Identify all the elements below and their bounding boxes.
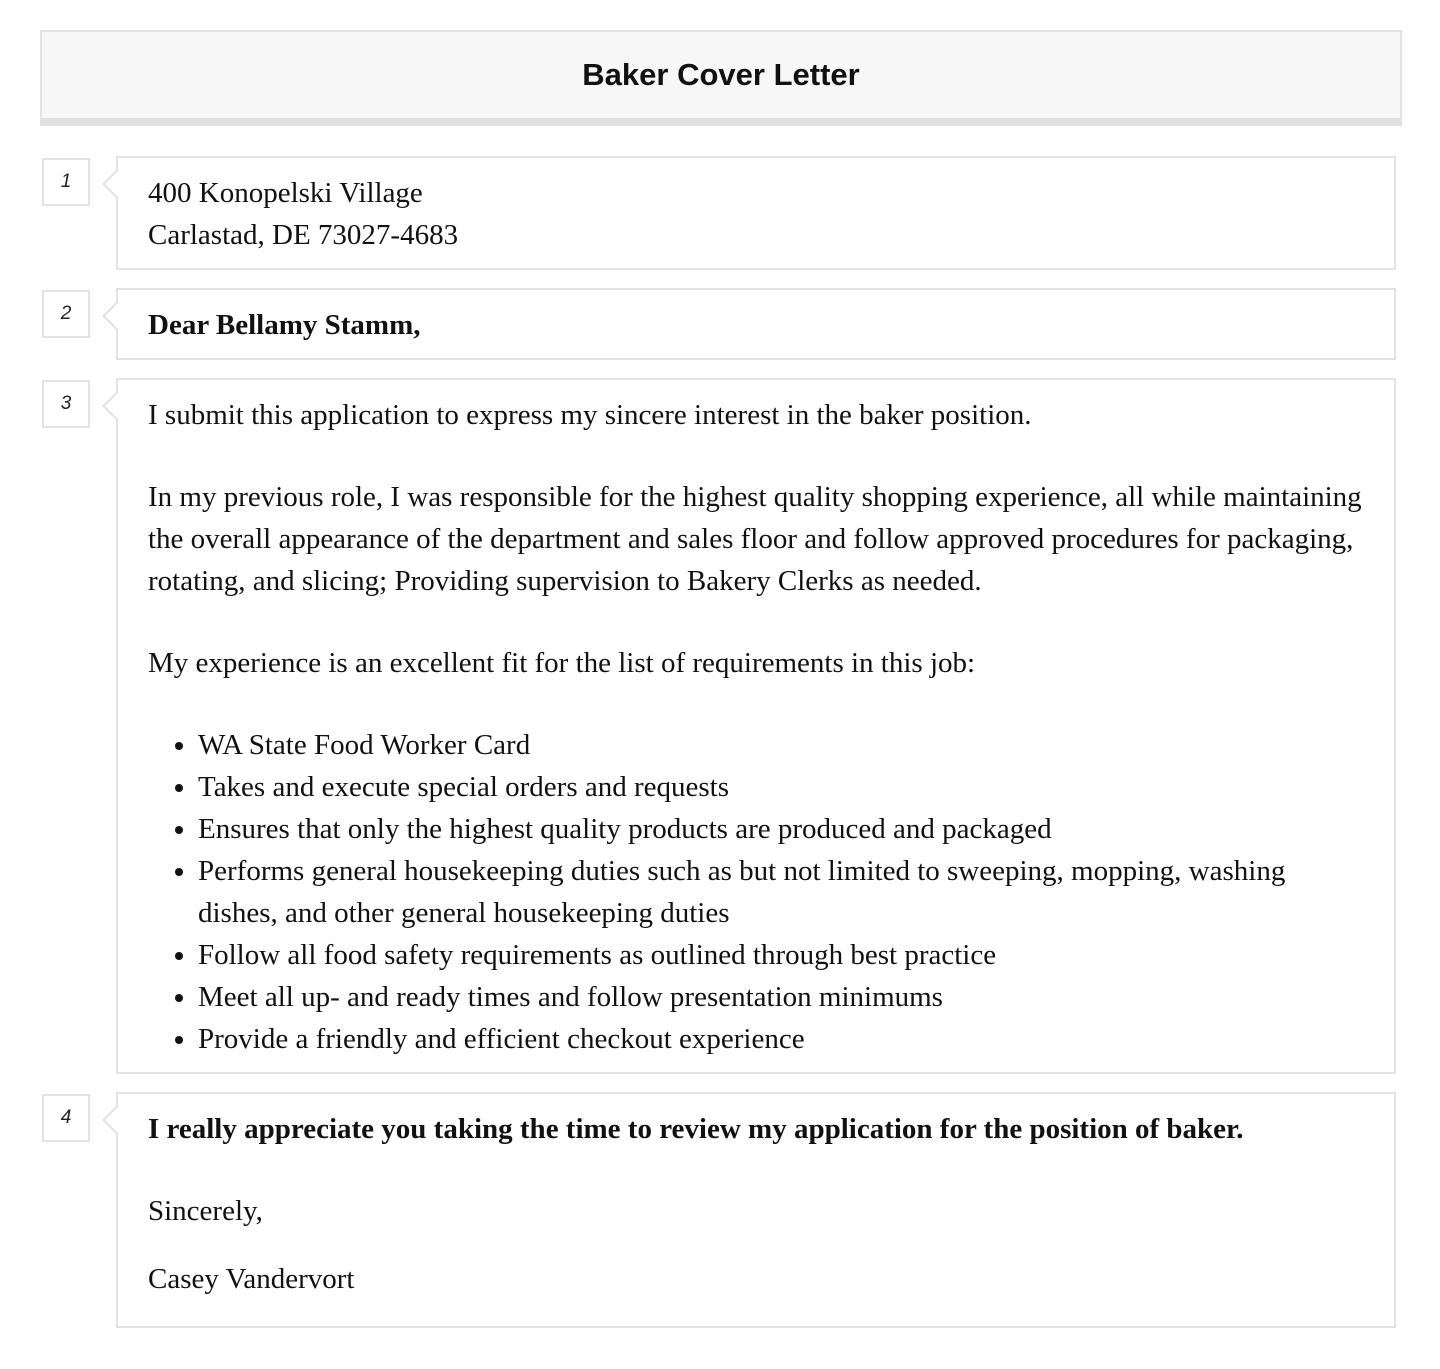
- page-title: Baker Cover Letter: [582, 57, 860, 92]
- salutation: Dear Bellamy Stamm,: [148, 309, 421, 341]
- section-number: 4: [42, 1094, 90, 1142]
- page-header: [40, 30, 1402, 126]
- list-item: • Performs general housekeeping duties such as but not limited to sweeping, mopping, washing dishes, and other general housekeeping duties: [198, 850, 1364, 934]
- list-item: • Follow all food safety requirements as outlined through best practice: [198, 934, 1364, 976]
- address-card: [116, 156, 1396, 270]
- address-line-1: 400 Konopelski Village: [148, 177, 423, 209]
- list-item: • WA State Food Worker Card: [198, 724, 1364, 766]
- section-number: 3: [42, 380, 90, 428]
- previous-role-paragraph: In my previous role, I was responsible for the highest quality shopping experience, all while maintaining the overall appearance of the department and sales floor and follow approved procedures for packaging, rotating, and slicing; Providing supervision to Bakery Clerks as needed.: [148, 481, 1362, 597]
- closing-statement: I really appreciate you taking the time to review my application for the position of baker.: [148, 1113, 1244, 1145]
- fit-statement: My experience is an excellent fit for the list of requirements in this job:: [148, 647, 976, 679]
- section-number: 2: [42, 290, 90, 338]
- body-card: [116, 378, 1396, 1074]
- closing-card: [116, 1092, 1396, 1328]
- signature-name: Casey Vandervort: [148, 1263, 355, 1295]
- list-item: • Takes and execute special orders and requests: [198, 766, 1364, 808]
- requirements-list: [148, 724, 1364, 1060]
- sign-off: Sincerely,: [148, 1195, 263, 1227]
- intro-paragraph: I submit this application to express my sincere interest in the baker position.: [148, 399, 1032, 431]
- address-line-2: Carlastad, DE 73027-4683: [148, 219, 459, 251]
- salutation-card: [116, 288, 1396, 360]
- list-item: • Meet all up- and ready times and follow presentation minimums: [198, 976, 1364, 1018]
- list-item: • Provide a friendly and efficient checkout experience: [198, 1018, 1364, 1060]
- section-number: 1: [42, 158, 90, 206]
- list-item: • Ensures that only the highest quality products are produced and packaged: [198, 808, 1364, 850]
